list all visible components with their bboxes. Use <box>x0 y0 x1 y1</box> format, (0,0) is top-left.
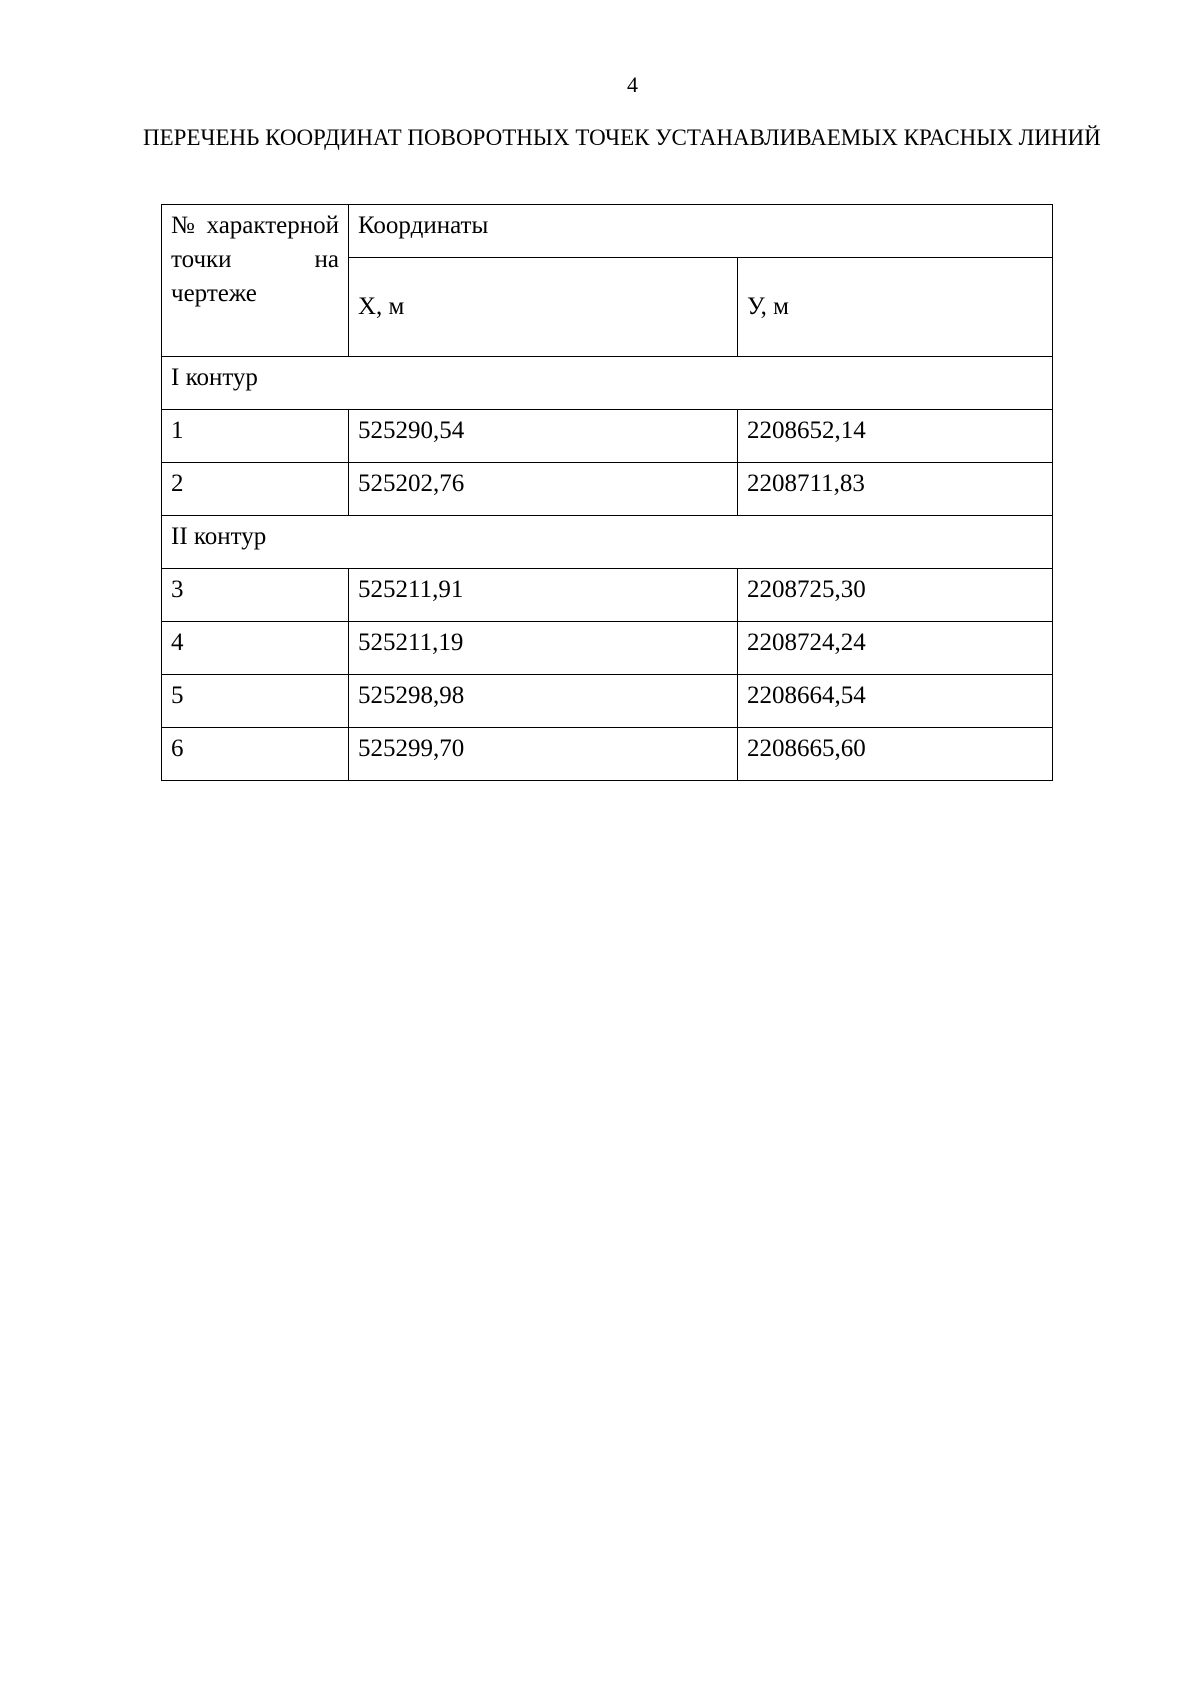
point-number-cell: 4 <box>162 622 349 675</box>
coordinates-header: Координаты <box>349 205 1053 258</box>
point-number-cell: 3 <box>162 569 349 622</box>
table-row <box>162 675 1053 728</box>
point-number-cell: 6 <box>162 728 349 781</box>
y-coordinate-cell: 2208652,14 <box>738 410 1053 463</box>
y-coordinate-cell: 2208711,83 <box>738 463 1053 516</box>
table-row <box>162 622 1053 675</box>
x-coordinate-cell: 525299,70 <box>349 728 738 781</box>
point-number-header: № характерной точки на чертеже <box>162 205 349 357</box>
y-coordinate-cell: 2208665,60 <box>738 728 1053 781</box>
document-title: ПЕРЕЧЕНЬ КООРДИНАТ ПОВОРОТНЫХ ТОЧЕК УСТАНАВЛИВАЕМЫХ КРАСНЫХ ЛИНИЙ <box>143 125 1101 150</box>
y-coordinate-cell: 2208664,54 <box>738 675 1053 728</box>
table-row <box>162 463 1053 516</box>
point-number-cell: 5 <box>162 675 349 728</box>
x-coordinate-cell: 525290,54 <box>349 410 738 463</box>
contour-row <box>162 357 1053 410</box>
table-row <box>162 569 1053 622</box>
page-number: 4 <box>627 72 638 97</box>
x-coordinate-cell: 525202,76 <box>349 463 738 516</box>
contour-row <box>162 516 1053 569</box>
point-number-cell: 1 <box>162 410 349 463</box>
x-coordinate-cell: 525211,19 <box>349 622 738 675</box>
x-header: Х, м <box>349 258 738 357</box>
coordinates-table-body <box>162 205 1053 781</box>
table-row <box>162 728 1053 781</box>
x-coordinate-cell: 525298,98 <box>349 675 738 728</box>
point-number-cell: 2 <box>162 463 349 516</box>
header-row <box>162 205 1053 258</box>
y-coordinate-cell: 2208725,30 <box>738 569 1053 622</box>
coordinates-table <box>161 204 1053 781</box>
table-row <box>162 410 1053 463</box>
x-coordinate-cell: 525211,91 <box>349 569 738 622</box>
y-header: У, м <box>738 258 1053 357</box>
contour-label: II контур <box>162 516 1053 569</box>
contour-label: I контур <box>162 357 1053 410</box>
y-coordinate-cell: 2208724,24 <box>738 622 1053 675</box>
